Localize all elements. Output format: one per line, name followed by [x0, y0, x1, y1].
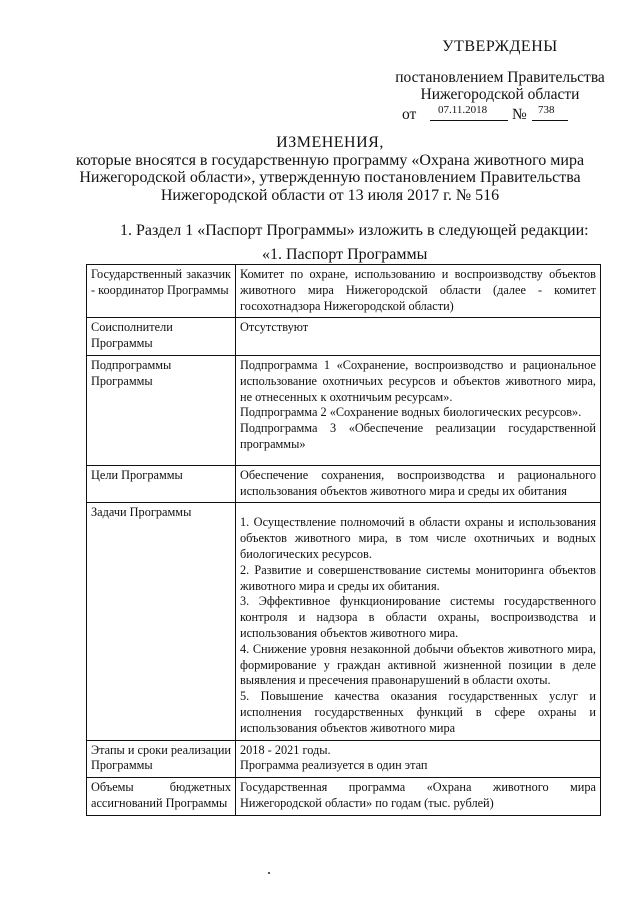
table-row	[87, 740, 601, 778]
table-row	[87, 265, 601, 318]
approval-block	[380, 38, 620, 125]
row-label: Этапы и сроки реализации Программы	[87, 740, 236, 778]
document-heading	[60, 134, 600, 204]
task-3: 3. Эффективное функционирование системы государственного контроля и надзора в области охраны, воспроизводства и использования объектов животного мира.	[240, 594, 596, 640]
row-value-list	[236, 503, 601, 740]
task-2: 2. Развитие и совершенствование системы мониторинга объектов животного мира и среды их обитания.	[240, 562, 596, 593]
passport-table	[86, 264, 601, 816]
table-row	[87, 778, 601, 816]
stage-note: Программа реализуется в один этап	[240, 758, 428, 773]
approval-title: УТВЕРЖДЕНЫ	[442, 38, 558, 55]
row-value-list	[236, 740, 601, 778]
row-value: Обеспечение сохранения, воспроизводства и рационального использования объектов животного мира и среды их обитания	[236, 465, 601, 503]
from-label: от	[402, 106, 417, 123]
heading-line-2: Нижегородской области», утвержденную постановлением Правительства	[79, 169, 581, 186]
task-1: 1. Осуществление полномочий в области охраны и использования объектов животного мира, в том числе охотничьих и водных биологических ресурсов.	[240, 515, 596, 561]
section-instruction: 1. Раздел 1 «Паспорт Программы» изложить в следующей редакции:	[120, 222, 589, 239]
row-label: Цели Программы	[87, 465, 236, 503]
number-underline	[532, 120, 568, 121]
scan-dot	[268, 872, 270, 874]
number-label: №	[512, 106, 527, 123]
stage-years: 2018 - 2021 годы.	[240, 742, 331, 757]
task-5: 5. Повышение качества оказания государственных услуг и исполнения государственных функций в сфере охраны и использования объектов животного мира	[240, 689, 596, 735]
date-underline	[430, 120, 508, 121]
table-row	[87, 318, 601, 356]
table-row	[87, 465, 601, 503]
row-label: Объемы бюджетных ассигнований Программы	[87, 778, 236, 816]
approval-date: 07.11.2018	[438, 104, 488, 116]
subprogram-1: Подпрограмма 1 «Сохранение, воспроизводство и рациональное использование охотничьих ресурсов и объектов животного мира, не отнесенных к охотничьим ресурсам».	[240, 357, 596, 404]
row-value: Государственная программа «Охрана животного мира Нижегородской области» по годам (тыс. рублей)	[236, 778, 601, 816]
approval-line-2: Нижегородской области	[420, 86, 580, 103]
approval-number: 738	[538, 104, 555, 116]
heading-title: ИЗМЕНЕНИЯ,	[276, 134, 384, 151]
subprogram-2: Подпрограмма 2 «Сохранение водных биологических ресурсов».	[240, 405, 582, 420]
table-row	[87, 503, 601, 740]
approval-line-1: постановлением Правительства	[395, 69, 605, 86]
row-value-list	[236, 355, 601, 465]
approval-date-number-line	[380, 103, 620, 125]
row-value: Комитет по охране, использованию и воспроизводству объектов животного мира Нижегородской области (далее - комитет госохотнадзора Нижегородской области)	[236, 265, 601, 318]
heading-line-1: которые вносятся в государственную программу «Охрана животного мира	[75, 151, 585, 169]
task-4: 4. Снижение уровня незаконной добычи объектов животного мира, формирование у граждан активной жизненной позиции в деле выявления и пресечения правонарушений в области охоты.	[240, 641, 596, 688]
row-label: Соисполнители Программы	[87, 318, 236, 356]
row-label: Государственный заказчик - координатор Программы	[87, 265, 236, 318]
row-value: Отсутствуют	[236, 318, 601, 356]
row-label: Подпрограммы Программы	[87, 355, 236, 465]
row-label: Задачи Программы	[87, 503, 236, 740]
subprogram-3: Подпрограмма 3 «Обеспечение реализации государственной программы»	[240, 421, 596, 451]
heading-line-3: Нижегородской области от 13 июля 2017 г. № 516	[160, 186, 500, 204]
passport-title: «1. Паспорт Программы	[262, 246, 428, 263]
table-row	[87, 355, 601, 465]
